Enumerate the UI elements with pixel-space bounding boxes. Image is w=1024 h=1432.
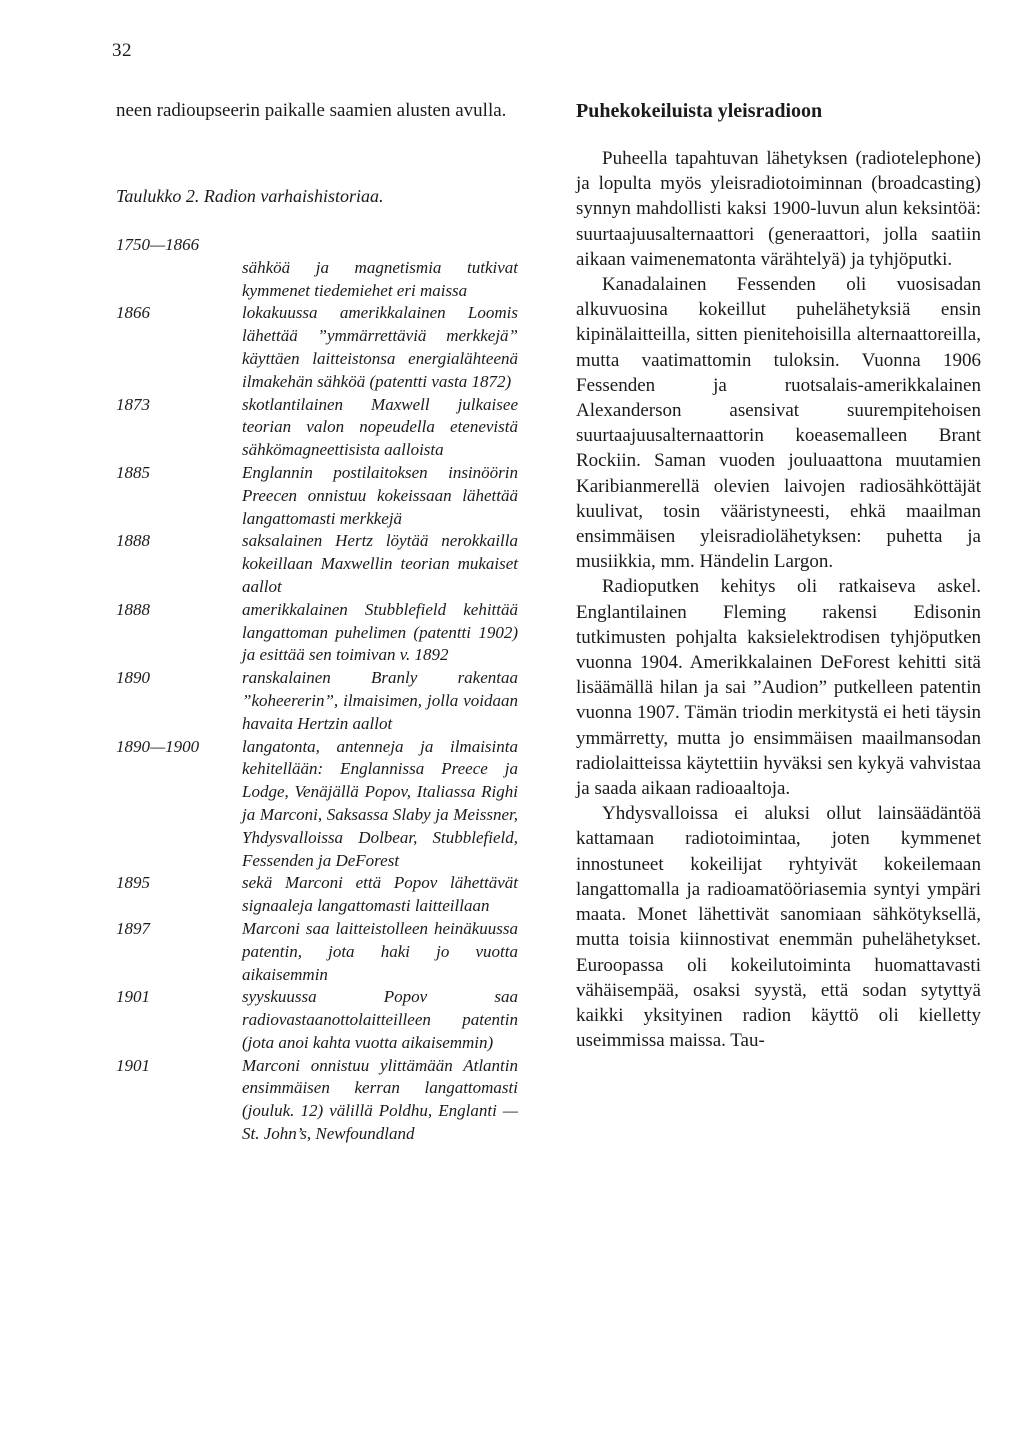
timeline-event: Marconi saa laitteistolleen heinäkuussa patentin, jota haki jo vuotta aikaisemmin (242, 918, 518, 984)
timeline-year: 1873 (116, 394, 150, 414)
timeline-row (116, 736, 518, 873)
body-paragraph: Radioputken kehitys oli ratkaiseva askel. Englantilainen Fleming rakensi Edisonin tutkimusten pohjalta kaksielektrodisen tyhjöputken vuonna 1904. Amerikkalainen DeForest kehitti sitä lisäämällä hilan ja sai ”Audion” putkelleen patentin vuonna 1907. Tämän triodin merkitystä ei heti täysin ymmärretty, mutta jo ensimmäisen maailmansodan radiolaitteissa käytettiin hyväksi sen kykyä vahvistaa ja saada aikaan radioaaltoja. (576, 576, 981, 800)
timeline-event: langatonta, antenneja ja ilmaisinta kehitellään: Englannissa Preece ja Lodge, Venäjällä Popov, Italiassa Righi ja Marconi, Saksassa Slaby ja Meissner, Yhdysvalloissa Dolbear, Stubblefield, Fessenden ja DeForest (242, 736, 518, 870)
timeline-row (116, 234, 518, 257)
timeline-event: Marconi onnistuu ylittämään Atlantin ensimmäisen kerran langattomasti (jouluk. 12) välillä Poldhu, Englanti — St. John’s, Newfoundland (242, 1055, 518, 1144)
timeline-row (116, 394, 518, 462)
timeline-year: 1901 (116, 1055, 150, 1075)
left-column (116, 98, 518, 1146)
timeline-event: amerikkalainen Stubblefield kehittää langattoman puhelimen (patentti 1902) ja esittää sen toimivan v. 1892 (242, 599, 518, 665)
timeline-row (116, 667, 518, 735)
intro-text: neen radioupseerin paikalle saamien alusten avulla. (116, 100, 507, 121)
timeline-table (116, 234, 518, 1146)
timeline-event: sekä Marconi että Popov lähettävät signaaleja langattomasti laitteillaan (242, 873, 518, 916)
timeline-year (116, 257, 242, 303)
timeline-year: 1885 (116, 462, 150, 482)
timeline-year: 1890 (116, 668, 150, 688)
timeline-year: 1890—1900 (116, 736, 200, 756)
timeline-year: 1888 (116, 531, 150, 551)
timeline-event: lokakuussa amerikkalainen Loomis lähettää ”ymmärrettäviä merkkejä” käyttäen laitteistonsa energialähteenä ilmakehän sähköä (patentti vasta 1872) (242, 303, 518, 391)
timeline-year: 1750—1866 (116, 235, 200, 254)
table-caption: Taulukko 2. Radion varhaishistoriaa. (116, 186, 384, 206)
body-paragraph: Kanadalainen Fessenden oli vuosisadan alkuvuosina kokeillut puhelähetyksiä ensin kipinälaitteilla, sitten pienitehoisilla alternaattoreilla, mutta vaatimattomin tuloksin. Vuonna 1906 Fessenden ja ruotsalais-amerikkalainen Alexanderson asensivat suurempitehoisen suurtaajuusalternaattorin koeasemalleen Brant Rockiin. Saman vuoden jouluaattona muutamien Karibianmerellä olevien laivojen radiosähköttäjät kuulivat, tosin vääristyneesti, ehkä maailman ensimmäisen yleisradiolähetyksen: puhetta ja musiikkia, mm. Händelin Largon. (576, 274, 981, 573)
timeline-event: Englannin postilaitoksen insinöörin Preecen onnistuu kokeissaan lähettää langattomasti merkkejä (242, 462, 518, 528)
timeline-year: 1866 (116, 303, 150, 323)
timeline-event: syyskuussa Popov saa radiovastaanottolaitteilleen patentin (jota anoi kahta vuotta aikaisemmin) (242, 987, 518, 1052)
timeline-year: 1897 (116, 918, 150, 938)
timeline-year: 1888 (116, 599, 150, 619)
timeline-row (116, 986, 518, 1054)
timeline-row (116, 918, 518, 986)
timeline-year: 1901 (116, 987, 150, 1007)
timeline-event: saksalainen Hertz löytää nerokkailla kokeillaan Maxwellin teorian mukaiset aallot (242, 531, 518, 596)
timeline-row (116, 530, 518, 598)
timeline-event: skotlantilainen Maxwell julkaisee teorian valon nopeudella etenevistä sähkömagneettisista aalloista (242, 394, 518, 460)
timeline-row (116, 257, 518, 303)
body-paragraph: Yhdysvalloissa ei aluksi ollut lainsäädäntöä kattamaan radiotoimintaa, joten kymmenet innostuneet kokeilijat ryhtyivät kokeilemaan langattomalla ja radioamatööriasemia syntyi ympäri maata. Monet lähettivät sanomiaan sähkötyksellä, mutta toisia kiinnostivat enemmän puhelähetykset. Euroopassa oli kokeilutoiminta huomattavasti vähäisempää, osaksi syystä, että sodan sytyttyä kaikki yksityinen radion käyttö oli kielletty useimmissa maissa. Tau- (576, 803, 981, 1052)
timeline-year: 1895 (116, 873, 150, 893)
timeline-row (116, 302, 518, 393)
section-heading: Puhekokeiluista yleisradioon (576, 100, 823, 122)
timeline-row (116, 872, 518, 918)
timeline-row (116, 1055, 518, 1146)
page-number: 32 (112, 40, 132, 61)
timeline-event (242, 234, 518, 257)
timeline-row (116, 462, 518, 530)
body-paragraph: Puheella tapahtuvan lähetyksen (radiotelephone) ja lopulta myös yleisradiotoiminnan (broadcasting) synnyn mahdollisti kaksi 1900-luvun alun keksintöä: suurtaajuusalternaattori (generaattori, jolla saatiin aikaan vaimenematonta värähtelyä) ja tyhjöputki. (576, 148, 981, 270)
right-column (576, 98, 981, 1053)
timeline-row (116, 599, 518, 667)
timeline-event: ranskalainen Branly rakentaa ”koheererin”, ilmaisimen, jolla voidaan havaita Hertzin aallot (242, 668, 518, 733)
timeline-event: sähköä ja magnetismia tutkivat kymmenet tiedemiehet eri maissa (242, 257, 518, 300)
